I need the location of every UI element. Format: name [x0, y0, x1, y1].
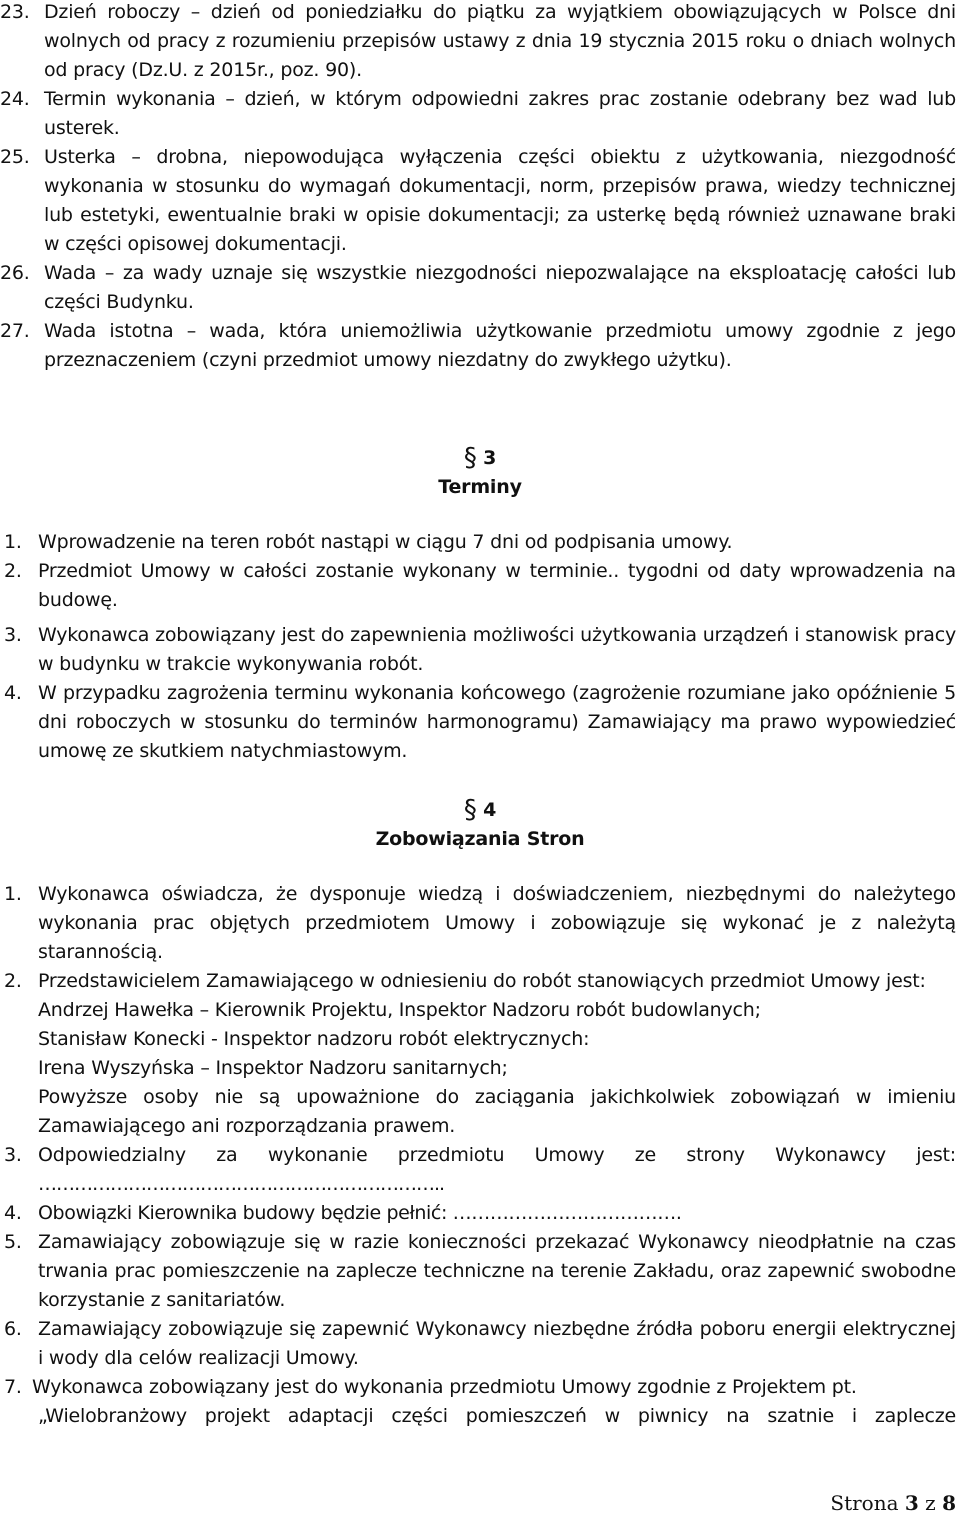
section-4-item-7	[0, 1373, 960, 1431]
item-number: 6.	[4, 1318, 22, 1340]
item-text: Zamawiający zobowiązuje się w razie konieczności przekazać Wykonawcy nieodpłatnie na czas trwania prac pomieszczenie na zaplecze techniczne na terenie Zakładu, oraz zapewnić swobodne korzystanie z sanitariatów.	[38, 1231, 956, 1311]
item-number: 7.	[4, 1376, 22, 1398]
item-text: Wada istotna – wada, która uniemożliwia użytkowanie przedmiotu umowy zgodnie z jego przeznaczeniem (czyni przedmiot umowy niezdatny do zwykłego użytku).	[44, 320, 956, 371]
item-number: 2.	[4, 970, 22, 992]
section-3-item-1	[0, 528, 960, 557]
section-4-item-2	[0, 967, 960, 1141]
section-4-item-4	[0, 1199, 960, 1228]
item-text: Zamawiający zobowiązuje się zapewnić Wykonawcy niezbędne źródła poboru energii elektrycznej i wody dla celów realizacji Umowy.	[38, 1318, 956, 1369]
footer-current-page: 3	[904, 1491, 919, 1515]
section-3-item-3	[0, 621, 960, 679]
definition-item-24	[0, 85, 960, 143]
representative-3: Irena Wyszyńska – Inspektor Nadzoru sanitarnych;	[38, 1057, 508, 1079]
section-4-heading	[0, 794, 960, 825]
item-number: 25.	[0, 146, 30, 168]
blank-field-contractor-rep: …………………………………………………………..	[38, 1173, 445, 1195]
representative-2: Stanisław Konecki - Inspektor nadzoru robót elektrycznych:	[38, 1028, 590, 1050]
item-number: 27.	[0, 320, 30, 342]
item-number: 23.	[0, 1, 30, 23]
section-4-item-6	[0, 1315, 960, 1373]
section-number: 3	[483, 447, 497, 469]
page-footer	[830, 1491, 956, 1515]
item-number: 4.	[4, 682, 22, 704]
footer-separator: z	[925, 1491, 936, 1515]
footer-prefix: Strona	[830, 1491, 899, 1515]
section-4-item-5	[0, 1228, 960, 1315]
item-text: Wprowadzenie na teren robót nastąpi w ciągu 7 dni od podpisania umowy.	[38, 531, 733, 553]
item-text: Odpowiedzialny za wykonanie przedmiotu Umowy ze strony Wykonawcy jest:	[38, 1144, 956, 1166]
item-text-line-1: Wykonawca zobowiązany jest do wykonania przedmiotu Umowy zgodnie z Projektem pt.	[32, 1376, 857, 1398]
item-text: Dzień roboczy – dzień od poniedziałku do piątku za wyjątkiem obowiązujących w Polsce dni wolnych od pracy z rozumieniu przepisów ustawy z dnia 19 stycznia 2015 roku o dniach wolnych od pracy (Dz.U. z 2015r., poz. 90).	[44, 1, 956, 81]
definitions-list	[0, 0, 960, 375]
item-text: Termin wykonania – dzień, w którym odpowiedni zakres prac zostanie odebrany bez wad lub usterek.	[44, 88, 956, 139]
section-3-item-4	[0, 679, 960, 766]
definition-item-26	[0, 259, 960, 317]
section-3-title: Terminy	[438, 476, 522, 498]
section-number: 4	[483, 799, 497, 821]
item-text: Wykonawca oświadcza, że dysponuje wiedzą i doświadczeniem, niezbędnymi do należytego wykonania prac objętych przedmiotem Umowy i zobowiązuje się wykonać je z należytą starannością.	[38, 883, 956, 963]
item-number: 5.	[4, 1231, 22, 1253]
item-number: 1.	[4, 531, 22, 553]
item-number: 1.	[4, 883, 22, 905]
section-3-item-2	[0, 557, 960, 615]
item-number: 3.	[4, 624, 22, 646]
item-number: 26.	[0, 262, 30, 284]
section-4-item-3	[0, 1141, 960, 1199]
paragraph-sign: §	[463, 443, 477, 473]
section-4	[0, 794, 960, 1431]
item-number: 24.	[0, 88, 30, 110]
section-4-title: Zobowiązania Stron	[375, 828, 585, 850]
item-number: 3.	[4, 1144, 22, 1166]
item-text: W przypadku zagrożenia terminu wykonania końcowego (zagrożenie rozumiane jako opóźnienie 5 dni roboczych w stosunku do terminów harmonogramu) Zamawiający ma prawo wypowiedzieć umowę ze skutkiem natychmiastowym.	[38, 682, 956, 762]
section-4-item-1	[0, 880, 960, 967]
section-3	[0, 442, 960, 766]
item-text-line-2: „Wielobranżowy projekt adaptacji części pomieszczeń w piwnicy na szatnie i zaplecze	[38, 1405, 956, 1427]
representative-1: Andrzej Hawełka – Kierownik Projektu, Inspektor Nadzoru robót budowlanych;	[38, 999, 761, 1021]
paragraph-sign: §	[463, 795, 477, 825]
definition-item-23	[0, 0, 960, 85]
section-3-heading	[0, 442, 960, 473]
item-text: Usterka – drobna, niepowodująca wyłączenia części obiektu z użytkowania, niezgodność wykonania w stosunku do wymagań dokumentacji, norm, przepisów prawa, wiedzy technicznej lub estetyki, ewentualnie braki w opisie dokumentacji; za usterkę będą również uznawane braki w części opisowej dokumentacji.	[44, 146, 956, 255]
definition-item-27	[0, 317, 960, 375]
item-number: 4.	[4, 1202, 22, 1224]
item-text: Przedmiot Umowy w całości zostanie wykonany w terminie.. tygodni od daty wprowadzenia na budowę.	[38, 560, 956, 611]
definition-item-25	[0, 143, 960, 259]
item-text: Wada – za wady uznaje się wszystkie niezgodności niepozwalające na eksploatację całości lub części Budynku.	[44, 262, 956, 313]
item-text: Wykonawca zobowiązany jest do zapewnienia możliwości użytkowania urządzeń i stanowisk pracy w budynku w trakcie wykonywania robót.	[38, 624, 956, 675]
item-number: 2.	[4, 560, 22, 582]
representatives-note: Powyższe osoby nie są upoważnione do zaciągania jakichkolwiek zobowiązań w imieniu Zamawiającego ani rozporządzania prawem.	[38, 1086, 956, 1137]
item-text: Obowiązki Kierownika budowy będzie pełnić: ……………………………….	[38, 1202, 682, 1224]
item-intro: Przedstawicielem Zamawiającego w odniesieniu do robót stanowiących przedmiot Umowy jest:	[38, 970, 926, 992]
footer-total-pages: 8	[942, 1491, 956, 1515]
